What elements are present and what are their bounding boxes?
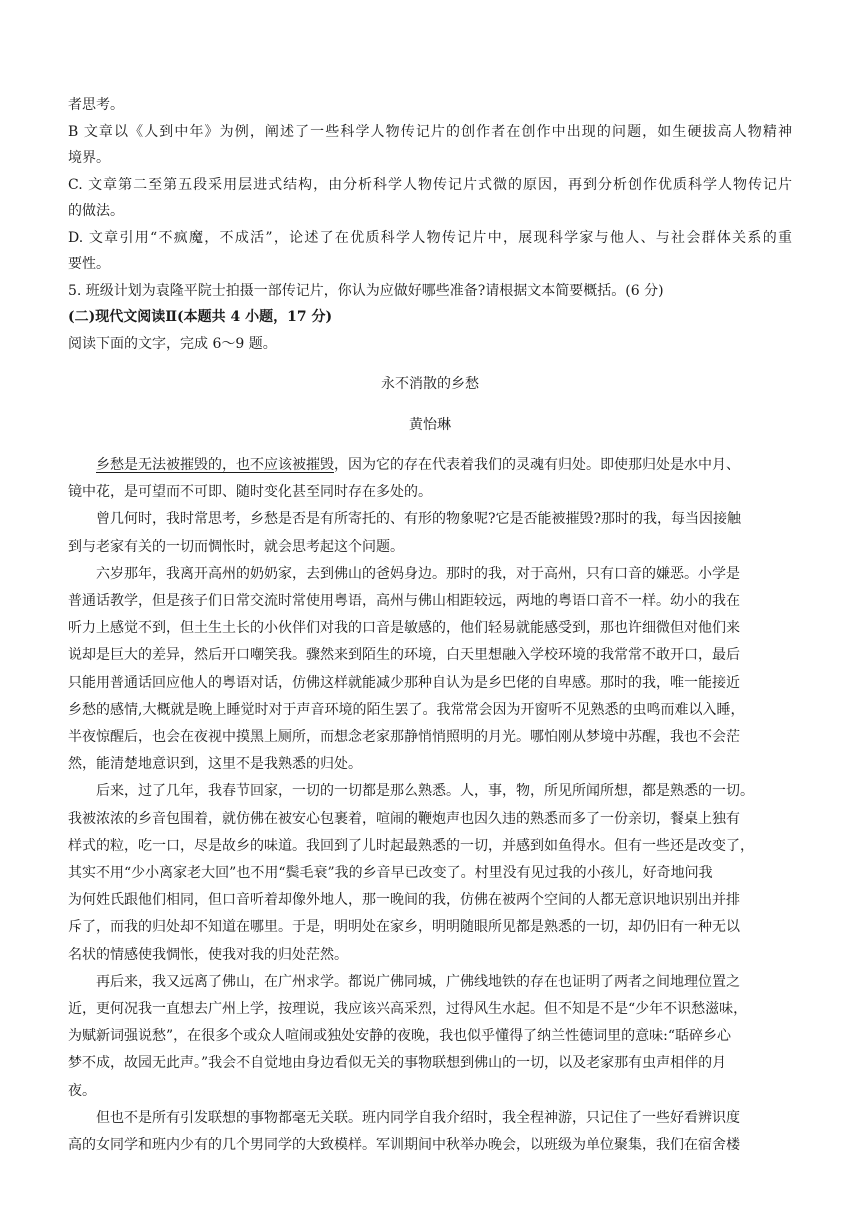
underlined-sentence: 乡愁是无法被摧毁的，也不应该被摧毁 — [96, 457, 334, 473]
option-b: B 文章以《人到中年》为例，阐述了一些科学人物传记片的创作者在创作中出现的问题，如生硬拔高人物精神 — [68, 123, 792, 140]
option-c-cont: 的做法。 — [68, 203, 124, 219]
paragraph-2-line: 曾几何时，我时常思考，乡愁是否是有所寄托的、有形的物象呢?它是否能被摧毁?那时的我，每当因接触 — [96, 511, 742, 528]
paragraph-3-line: 只能用普通话回应他人的粤语对话，仿佛这样就能减少那种自认为是乡巴佬的自卑感。那时的我，唯一能接近 — [68, 674, 740, 691]
paragraph-3-line: 普通话教学，但是孩子们日常交流时常使用粤语，高州与佛山相距较远，两地的粤语口音不一样。幼小的我在 — [68, 593, 740, 610]
section-heading: (二)现代文阅读Ⅱ(本题共 4 小题，17 分) — [68, 309, 333, 325]
document-page — [68, 92, 792, 1159]
paragraph-1-rest: ，因为它的存在代表着我们的灵魂有归处。即使那归处是水中月、 — [334, 457, 740, 473]
paragraph-3-line: 然，能清楚地意识到，这里不是我熟悉的归处。 — [68, 756, 362, 773]
paragraph-3-line: 半夜惊醒后，也会在夜视中摸黑上厕所，而想念老家那静悄悄照明的月光。哪怕刚从梦境中苏醒，我也不会茫 — [68, 729, 740, 746]
paragraph-3-line: 乡愁的感情,大概就是晚上睡觉时对于声音环境的陌生罢了。我常常会因为开窗听不见熟悉的虫鸣而难以入睡， — [68, 701, 745, 718]
paragraph-3-line: 听力上感觉不到，但土生土长的小伙伴们对我的口音是敏感的，他们轻易就能感受到，那也许细微但对他们来 — [68, 620, 740, 637]
paragraph-4-line: 后来，过了几年，我春节回家，一切的一切都是那么熟悉。人，事，物，所见所闻所想，都是熟悉的一切。 — [96, 783, 754, 800]
paragraph-3-line: 六岁那年，我离开高州的奶奶家，去到佛山的爸妈身边。那时的我，对于高州，只有口音的嫌恶。小学是 — [96, 565, 740, 582]
paragraph-5-line: 近，更何况我一直想去广州上学，按理说，我应该兴高采烈，过得风生水起。但不知是不是“少年不识愁滋味， — [68, 1001, 748, 1018]
paragraph-1-line: 镜中花，是可望而不可即、随时变化甚至同时存在多处的。 — [68, 484, 432, 501]
option-b-cont: 境界。 — [68, 150, 110, 166]
paragraph-5-line: 梦不成，故园无此声。”我会不自觉地由身边看似无关的事物联想到佛山的一切，以及老家那有虫声相伴的月 — [68, 1055, 727, 1072]
text-line: 者思考。 — [68, 97, 124, 113]
paragraph-4-line: 为何姓氏跟他们相同，但口音听着却像外地人，那一晚间的我，仿佛在被两个空间的人都无意识地识别出并排 — [68, 892, 740, 909]
paragraph-5-line: 夜。 — [68, 1082, 96, 1099]
question-5: 5. 班级计划为袁隆平院士拍摄一部传记片，你认为应做好哪些准备?请根据文本简要概括。(6 分) — [68, 282, 664, 299]
paragraph-1-line — [68, 452, 792, 479]
paragraph-6-line: 高的女同学和班内少有的几个男同学的大致模样。军训期间中秋举办晚会，以班级为单位聚集，我们在宿舍楼 — [68, 1137, 740, 1154]
option-d-cont: 要性。 — [68, 256, 110, 272]
paragraph-3-line: 说却是巨大的差异，然后开口嘲笑我。骤然来到陌生的环境，白天里想融入学校环境的我常常不敢开口，最后 — [68, 647, 740, 664]
option-c: C. 文章第二至第五段采用层进式结构，由分析科学人物传记片式微的原因，再到分析创作优质科学人物传记片 — [68, 176, 792, 193]
paragraph-5-line: 再后来，我又远离了佛山，在广州求学。都说广佛同城，广佛线地铁的存在也证明了两者之间地理位置之 — [96, 973, 740, 990]
paragraph-4-line: 样式的粒，吃一口，尽是故乡的味道。我回到了儿时起最熟悉的一切，并感到如鱼得水。但有一些还是改变了， — [68, 837, 754, 854]
option-d: D. 文章引用“不疯魔，不成活”，论述了在优质科学人物传记片中，展现科学家与他人、与社会群体关系的重 — [68, 229, 792, 246]
article-title: 永不消散的乡愁 — [381, 376, 479, 392]
paragraph-4-line: 其实不用“少小离家老大回”也不用“鬓毛衰”我的乡音早已改变了。村里没有见过我的小孩儿，好奇地问我 — [68, 865, 713, 882]
paragraph-5-line: 为赋新词强说愁”，在很多个或众人喧闹或独处安静的夜晚，我也似乎懂得了纳兰性德词里的意味:“聒碎乡心 — [68, 1028, 732, 1045]
paragraph-6-line: 但也不是所有引发联想的事物都毫无关联。班内同学自我介绍时，我全程神游，只记住了一些好看辨识度 — [96, 1109, 740, 1126]
article-author: 黄怡琳 — [409, 416, 451, 433]
paragraph-4-line: 我被浓浓的乡音包围着，就仿佛在被安心包裹着，喧闹的鞭炮声也因久违的熟悉而多了一份亲切，餐桌上独有 — [68, 810, 740, 827]
paragraph-2-line: 到与老家有关的一切而惆怅时，就会思考起这个问题。 — [68, 538, 404, 555]
section-instruction: 阅读下面的文字，完成 6～9 题。 — [68, 335, 277, 352]
paragraph-4-line: 斥了，而我的归处却不知道在哪里。于是，明明处在家乡，明明随眼所见都是熟悉的一切，却仍旧有一种无以 — [68, 919, 740, 936]
paragraph-4-line: 名状的情感使我惆怅，使我对我的归处茫然。 — [68, 946, 348, 963]
